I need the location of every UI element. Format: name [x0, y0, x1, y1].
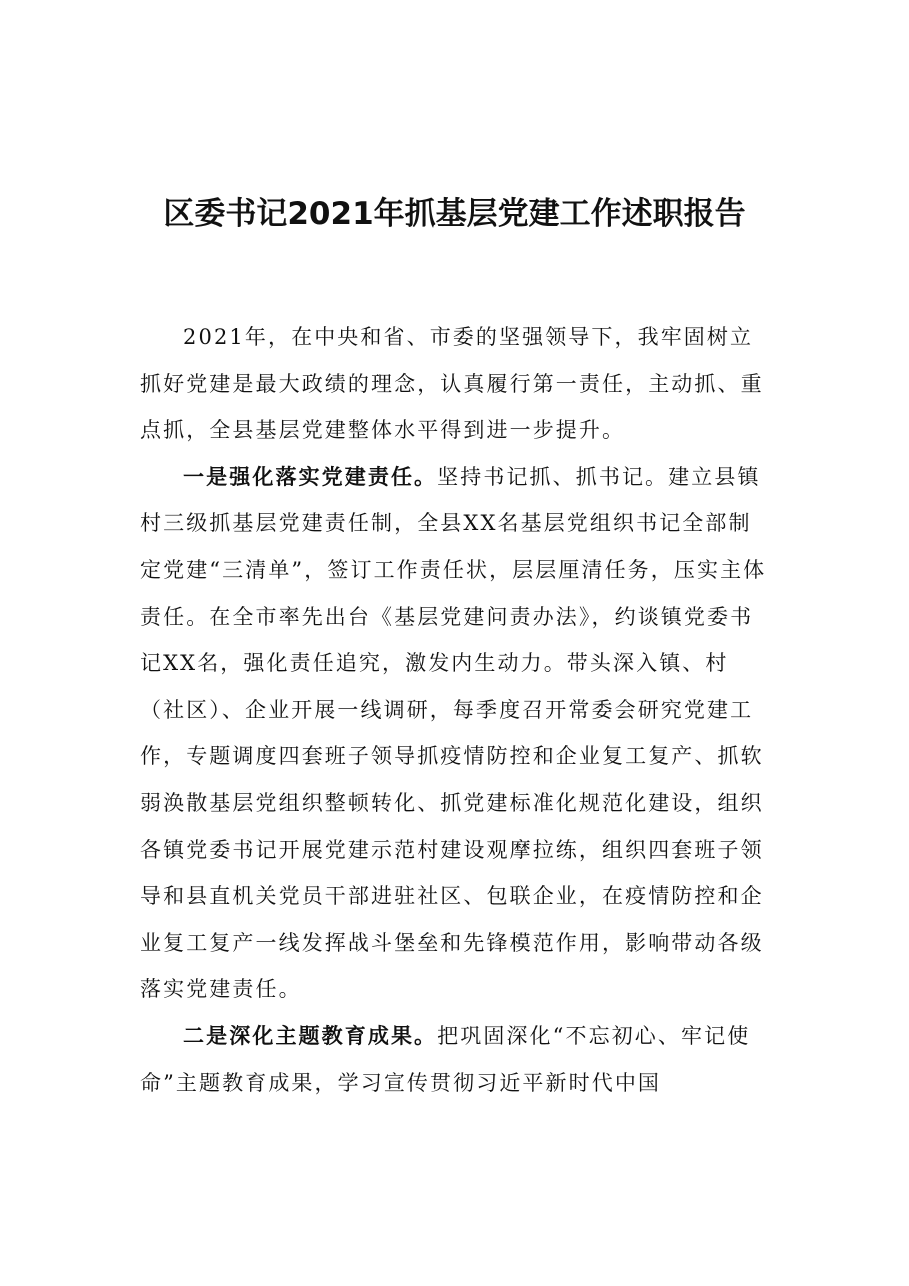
paragraph-text: 2021年，在中央和省、市委的坚强领导下，我牢固树立抓好党建是最大政绩的理念，认真履行第一责任，主动抓、重点抓，全县基层党建整体水平得到进一步提升。 [140, 325, 764, 443]
paragraph-lead: 一是强化落实党建责任。 [183, 463, 438, 489]
paragraph-text: 把巩固深化“不忘初心、牢记使命”主题教育成果，学习宣传贯彻习近平新时代中国 [140, 1023, 751, 1095]
paragraph-text: 坚持书记抓、抓书记。建立县镇村三级抓基层党建责任制，全县XX名基层党组织书记全部制定党建“三清单”，签订工作责任状，层层厘清任务，压实主体责任。在全市率先出台《基层党建问责办法》，约谈镇党委书记XX名，强化责任追究，激发内生动力。带头深入镇、村（社区）、企业开展一线调研，每季度召开常委会研究党建工作，专题调度四套班子领导抓疫情防控和企业复工复产、抓软弱涣散基层党组织整顿转化、抓党建标准化规范化建设，组织各镇党委书记开展党建示范村建设观摩拉练，组织四套班子领导和县直机关党员干部进驻社区、包联企业，在疫情防控和企业复工复产一线发挥战斗堡垒和先锋模范作用，影响带动各级落实党建责任。 [140, 464, 767, 1002]
paragraph-responsibility [140, 454, 768, 1013]
paragraph-education [140, 1013, 768, 1106]
paragraph-intro [140, 314, 768, 454]
document-title: 区委书记2021年抓基层党建工作述职报告 [163, 196, 746, 232]
paragraph-lead: 二是深化主题教育成果。 [183, 1022, 438, 1048]
document-body [140, 314, 768, 1106]
